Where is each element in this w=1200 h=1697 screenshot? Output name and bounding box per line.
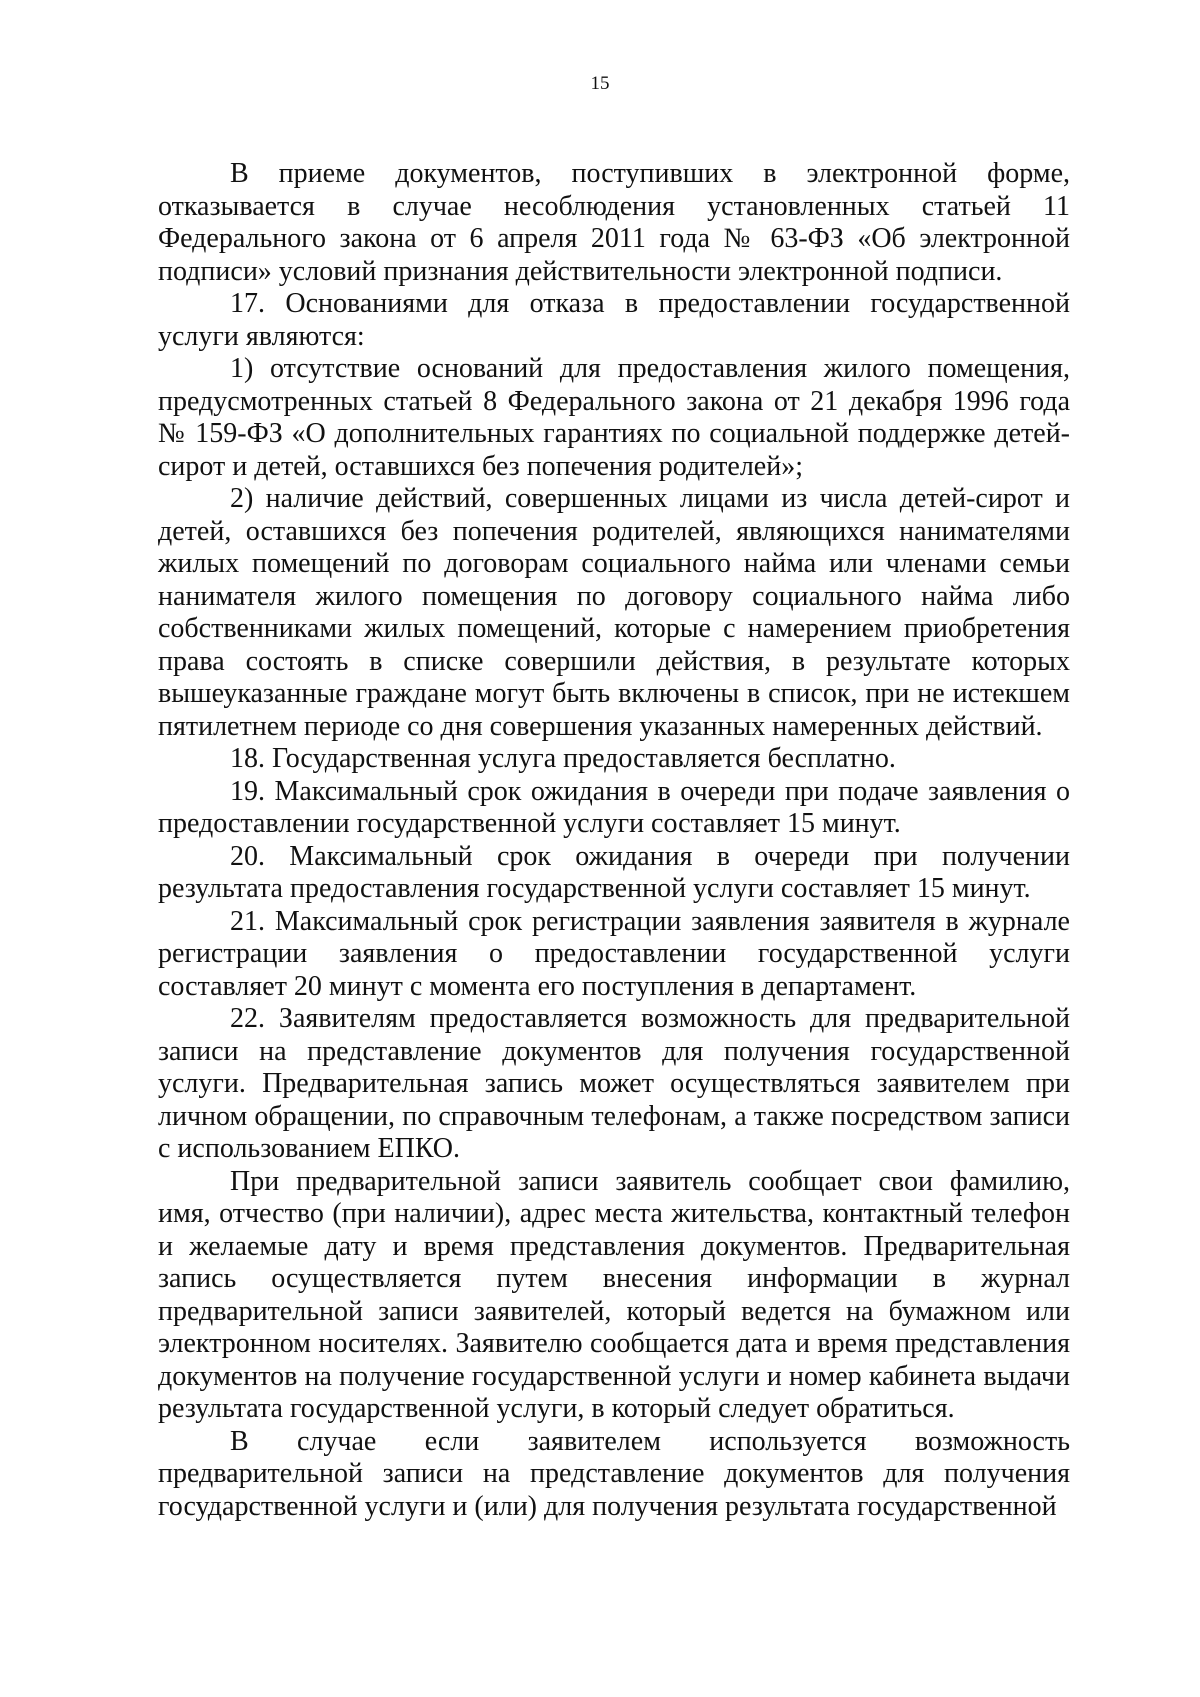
paragraph-19: 19. Максимальный срок ожидания в очереди при подаче заявления о предоставлении государственной услуги составляет 15 минут. <box>158 775 1070 839</box>
paragraph-17-item-2: 2) наличие действий, совершенных лицами из числа детей-сирот и детей, оставшихся без попечения родителей, являющихся нанимателями жилых помещений по договорам социального найма или членами семьи нанимателя жилого помещения по договору социального найма либо собственниками жилых помещений, которые с намерением приобретения права состоять в списке совершили действия, в результате которых вышеуказанные граждане могут быть включены в список, при не истекшем пятилетнем периоде со дня совершения указанных намеренных действий. <box>158 483 1070 742</box>
page-number: 15 <box>590 73 610 94</box>
paragraph-22: 22. Заявителям предоставляется возможность для предварительной записи на представление документов для получения государственной услуги. Предварительная запись может осуществляться заявителем при личном обращении, по справочным телефонам, а также посредством записи с использованием ЕПКО. <box>158 1003 1070 1164</box>
paragraph-pre-registration-use: В случае если заявителем используется возможность предварительной записи на представление документов для получения государственной услуги и (или) для получения результата государственной <box>158 1425 1070 1522</box>
paragraph-21: 21. Максимальный срок регистрации заявления заявителя в журнале регистрации заявления о предоставлении государственной услуги составляет 20 минут с момента его поступления в департамент. <box>158 905 1070 1002</box>
paragraph-pre-registration: При предварительной записи заявитель сообщает свои фамилию, имя, отчество (при наличии), адрес места жительства, контактный телефон и желаемые дату и время представления документов. Предварительная запись осуществляется путем внесения информации в журнал предварительной записи заявителей, который ведется на бумажном или электронном носителях. Заявителю сообщается дата и время представления документов на получение государственной услуги и номер кабинета выдачи результата государственной услуги, в который следует обратиться. <box>158 1165 1070 1424</box>
paragraph-17-item-1: 1) отсутствие оснований для предоставления жилого помещения, предусмотренных статьей 8 Федерального закона от 21 декабря 1996 года № 159-ФЗ «О дополнительных гарантиях по социальной поддержке детей-сирот и детей, оставшихся без попечения родителей»; <box>158 353 1070 482</box>
paragraph-20: 20. Максимальный срок ожидания в очереди при получении результата предоставления государственной услуги составляет 15 минут. <box>158 840 1070 904</box>
paragraph-17-refusal-grounds: 17. Основаниями для отказа в предоставлении государственной услуги являются: <box>158 288 1070 352</box>
paragraph-electronic-refusal: В приеме документов, поступивших в электронной форме, отказывается в случае несоблюдения установленных статьей 11 Федерального закона от 6 апреля 2011 года № 63-ФЗ «Об электронной подписи» условий признания действительности электронной подписи. <box>158 158 1070 287</box>
document-body <box>158 158 1070 1523</box>
paragraph-18: 18. Государственная услуга предоставляется бесплатно. <box>230 743 896 774</box>
